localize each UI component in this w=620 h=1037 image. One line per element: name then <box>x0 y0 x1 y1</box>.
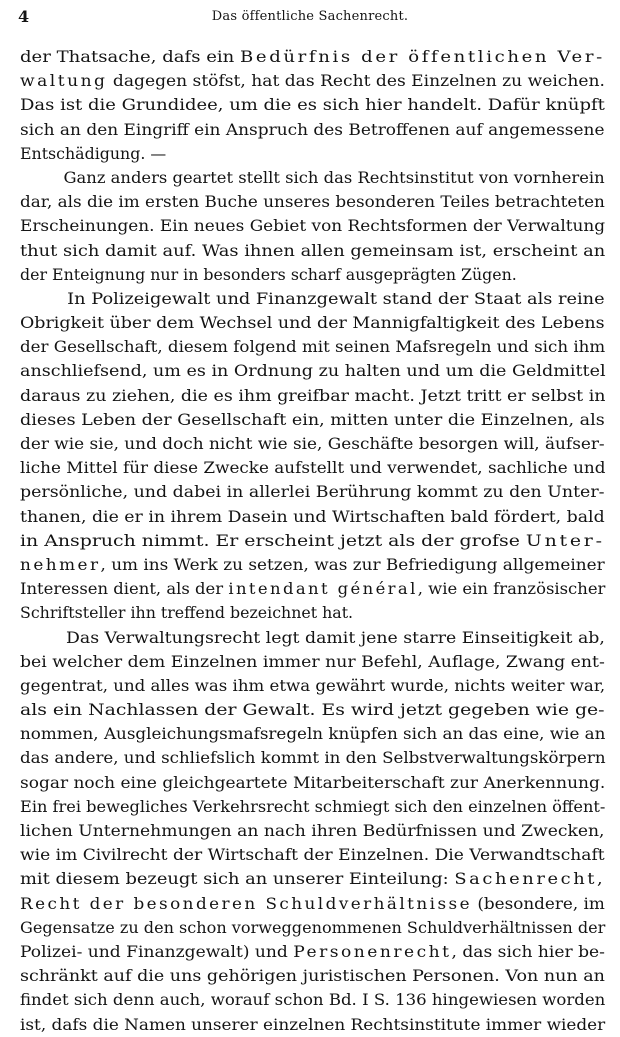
text-line <box>20 118 605 142</box>
text-segment: ist, dafs die Namen unserer einzelnen Rechtsinstitute immer wieder <box>20 1014 606 1034</box>
text-segment: dar, als die im ersten Buche unseres besonderen Teiles betrachteten <box>20 192 605 212</box>
text-line <box>20 867 605 891</box>
text-line <box>20 940 605 964</box>
text-line <box>20 142 605 166</box>
text-line <box>20 553 605 577</box>
text-line <box>20 432 605 456</box>
text-segment: In Polizeigewalt und Finanzgewalt stand der Staat als reine <box>67 288 605 308</box>
text-segment: , um ins Werk zu setzen, was zur Befriedigung allgemeiner <box>100 554 605 574</box>
text-segment: wie im Civilrecht der Wirtschaft der Einzelnen. Die Verwandtschaft <box>20 845 605 865</box>
text-line <box>20 335 605 359</box>
text-line <box>20 93 605 117</box>
page-number: 4 <box>18 7 30 26</box>
spaced-emphasis-text: Bedürfnis der öffentlichen Ver- <box>240 47 605 66</box>
text-segment: Obrigkeit über dem Wechsel und der Mannigfaltigkeit des Lebens <box>20 313 605 333</box>
text-segment: lichen Unternehmungen an nach ihren Bedürfnissen und Zwecken, <box>20 821 605 840</box>
text-segment: schränkt auf die uns gehörigen juristischen Personen. Von nun an <box>20 966 605 986</box>
text-segment: (besondere, im <box>471 893 605 913</box>
text-segment: thanen, die er in ihrem Dasein und Wirtschaften bald fördert, bald <box>20 506 605 526</box>
text-line <box>20 287 620 311</box>
text-segment: Das ist die Grundidee, um die es sich hier handelt. Dafür knüpft <box>20 95 605 115</box>
text-line <box>20 166 620 190</box>
text-line <box>20 843 605 867</box>
text-segment: mit diesem bezeugt sich an unserer Einteilung: <box>20 869 455 889</box>
page-header <box>18 7 602 29</box>
text-segment: der Enteignung nur in besonders scharf ausgeprägten Zügen. <box>20 264 517 284</box>
text-line <box>20 722 605 746</box>
text-segment: liche Mittel für diese Zwecke aufstellt und verwendet, sachliche und <box>20 458 606 478</box>
text-line <box>20 1013 605 1037</box>
text-line <box>20 384 605 408</box>
text-line <box>20 505 605 529</box>
text-segment: Polizei- und Finanzgewalt) und <box>20 941 294 961</box>
text-segment: dieses Leben der Gesellschaft ein, mitten unter die Einzelnen, als <box>20 409 605 429</box>
text-line <box>20 964 605 988</box>
text-segment: der Thatsache, dafs ein <box>20 47 241 66</box>
spaced-emphasis-text: Recht der besonderen Schuldverhältnisse <box>20 893 472 913</box>
text-segment: sogar noch eine gleichgeartete Mitarbeiterschaft zur Anerkennung. <box>20 772 606 792</box>
spaced-emphasis-text: Personenrecht <box>293 941 452 961</box>
text-segment: anschliefsend, um es in Ordnung zu halten und um die Geldmittel <box>20 361 606 381</box>
text-line <box>20 674 605 698</box>
text-line <box>20 601 605 625</box>
running-title: Das öffentliche Sachenrecht. <box>211 9 409 24</box>
text-line <box>20 529 605 553</box>
text-segment: findet sich denn auch, worauf schon Bd. I S. 136 hingewiesen worden <box>20 990 606 1010</box>
text-segment: in Anspruch nimmt. Er erscheint jetzt als der grofse <box>20 530 526 550</box>
text-line <box>20 988 605 1012</box>
text-segment: , das sich hier be- <box>451 941 605 961</box>
text-segment: sich an den Eingriff ein Anspruch des Betroffenen auf angemessene <box>20 119 605 139</box>
body-text <box>20 45 605 1037</box>
text-line <box>20 263 605 287</box>
text-line <box>20 916 605 940</box>
text-line <box>20 480 605 504</box>
text-segment: Interessen dient, als der <box>20 579 229 599</box>
text-line <box>20 311 605 335</box>
text-line <box>20 69 605 93</box>
text-segment: Gegensatze zu den schon vorweggenommenen Schuldverhältnissen der <box>20 917 606 937</box>
text-segment: bei welcher dem Einzelnen immer nur Befehl, Auflage, Zwang ent- <box>20 651 605 671</box>
text-segment: Schriftsteller ihn treffend bezeichnet hat. <box>20 603 354 623</box>
text-line <box>20 698 605 722</box>
text-segment: Ein frei bewegliches Verkehrsrecht schmiegt sich den einzelnen öffent- <box>20 796 606 816</box>
spaced-emphasis-text: waltung <box>20 71 108 91</box>
text-segment: Ganz anders geartet stellt sich das Rechtsinstitut von vornherein <box>63 167 605 187</box>
text-line <box>20 577 605 601</box>
text-line <box>20 359 605 383</box>
text-segment: persönliche, und dabei in allerlei Berührung kommt zu den Unter- <box>20 482 605 502</box>
spaced-emphasis-text: Unter- <box>525 530 605 550</box>
text-segment: Entschädigung. — <box>20 143 167 163</box>
spaced-emphasis-text: nehmer <box>20 554 101 574</box>
text-segment: , wie ein französischer <box>417 579 606 599</box>
text-segment: Das Verwaltungsrecht legt damit jene starre Einseitigkeit ab, <box>66 627 605 647</box>
text-segment: der wie sie, und doch nicht wie sie, Geschäfte besorgen will, äufser- <box>20 434 605 453</box>
text-segment: Erscheinungen. Ein neues Gebiet von Rechtsformen der Verwaltung <box>20 216 606 236</box>
text-line <box>20 214 605 238</box>
text-line <box>20 795 605 819</box>
text-line <box>20 626 620 650</box>
text-segment: gegentrat, und alles was ihm etwa gewährt wurde, nichts weiter war, <box>20 675 606 695</box>
text-line <box>20 190 605 214</box>
text-line <box>20 746 605 770</box>
text-segment: dagegen stöfst, hat das Recht des Einzelnen zu weichen. <box>107 71 605 91</box>
text-line <box>20 408 605 432</box>
text-line <box>20 771 605 795</box>
text-line <box>20 456 605 480</box>
text-segment: der Gesellschaft, diesem folgend mit seinen Mafsregeln und sich ihm <box>20 337 606 357</box>
text-segment: als ein Nachlassen der Gewalt. Es wird jetzt gegeben wie ge- <box>20 700 605 720</box>
text-line <box>20 239 605 263</box>
text-line <box>20 819 605 843</box>
text-line <box>20 45 605 69</box>
spaced-emphasis-text: intendant général <box>228 579 418 599</box>
spaced-emphasis-text: Sachenrecht, <box>454 869 606 889</box>
text-segment: daraus zu ziehen, die es ihm greifbar macht. Jetzt tritt er selbst in <box>20 385 606 405</box>
text-line <box>20 892 605 916</box>
text-line <box>20 650 605 674</box>
text-segment: thut sich damit auf. Was ihnen allen gemeinsam ist, erscheint an <box>20 240 606 260</box>
text-segment: das andere, und schliefslich kommt in den Selbstverwaltungskörpern <box>20 748 606 768</box>
text-segment: nommen, Ausgleichungsmafsregeln knüpfen sich an das eine, wie an <box>20 724 606 744</box>
